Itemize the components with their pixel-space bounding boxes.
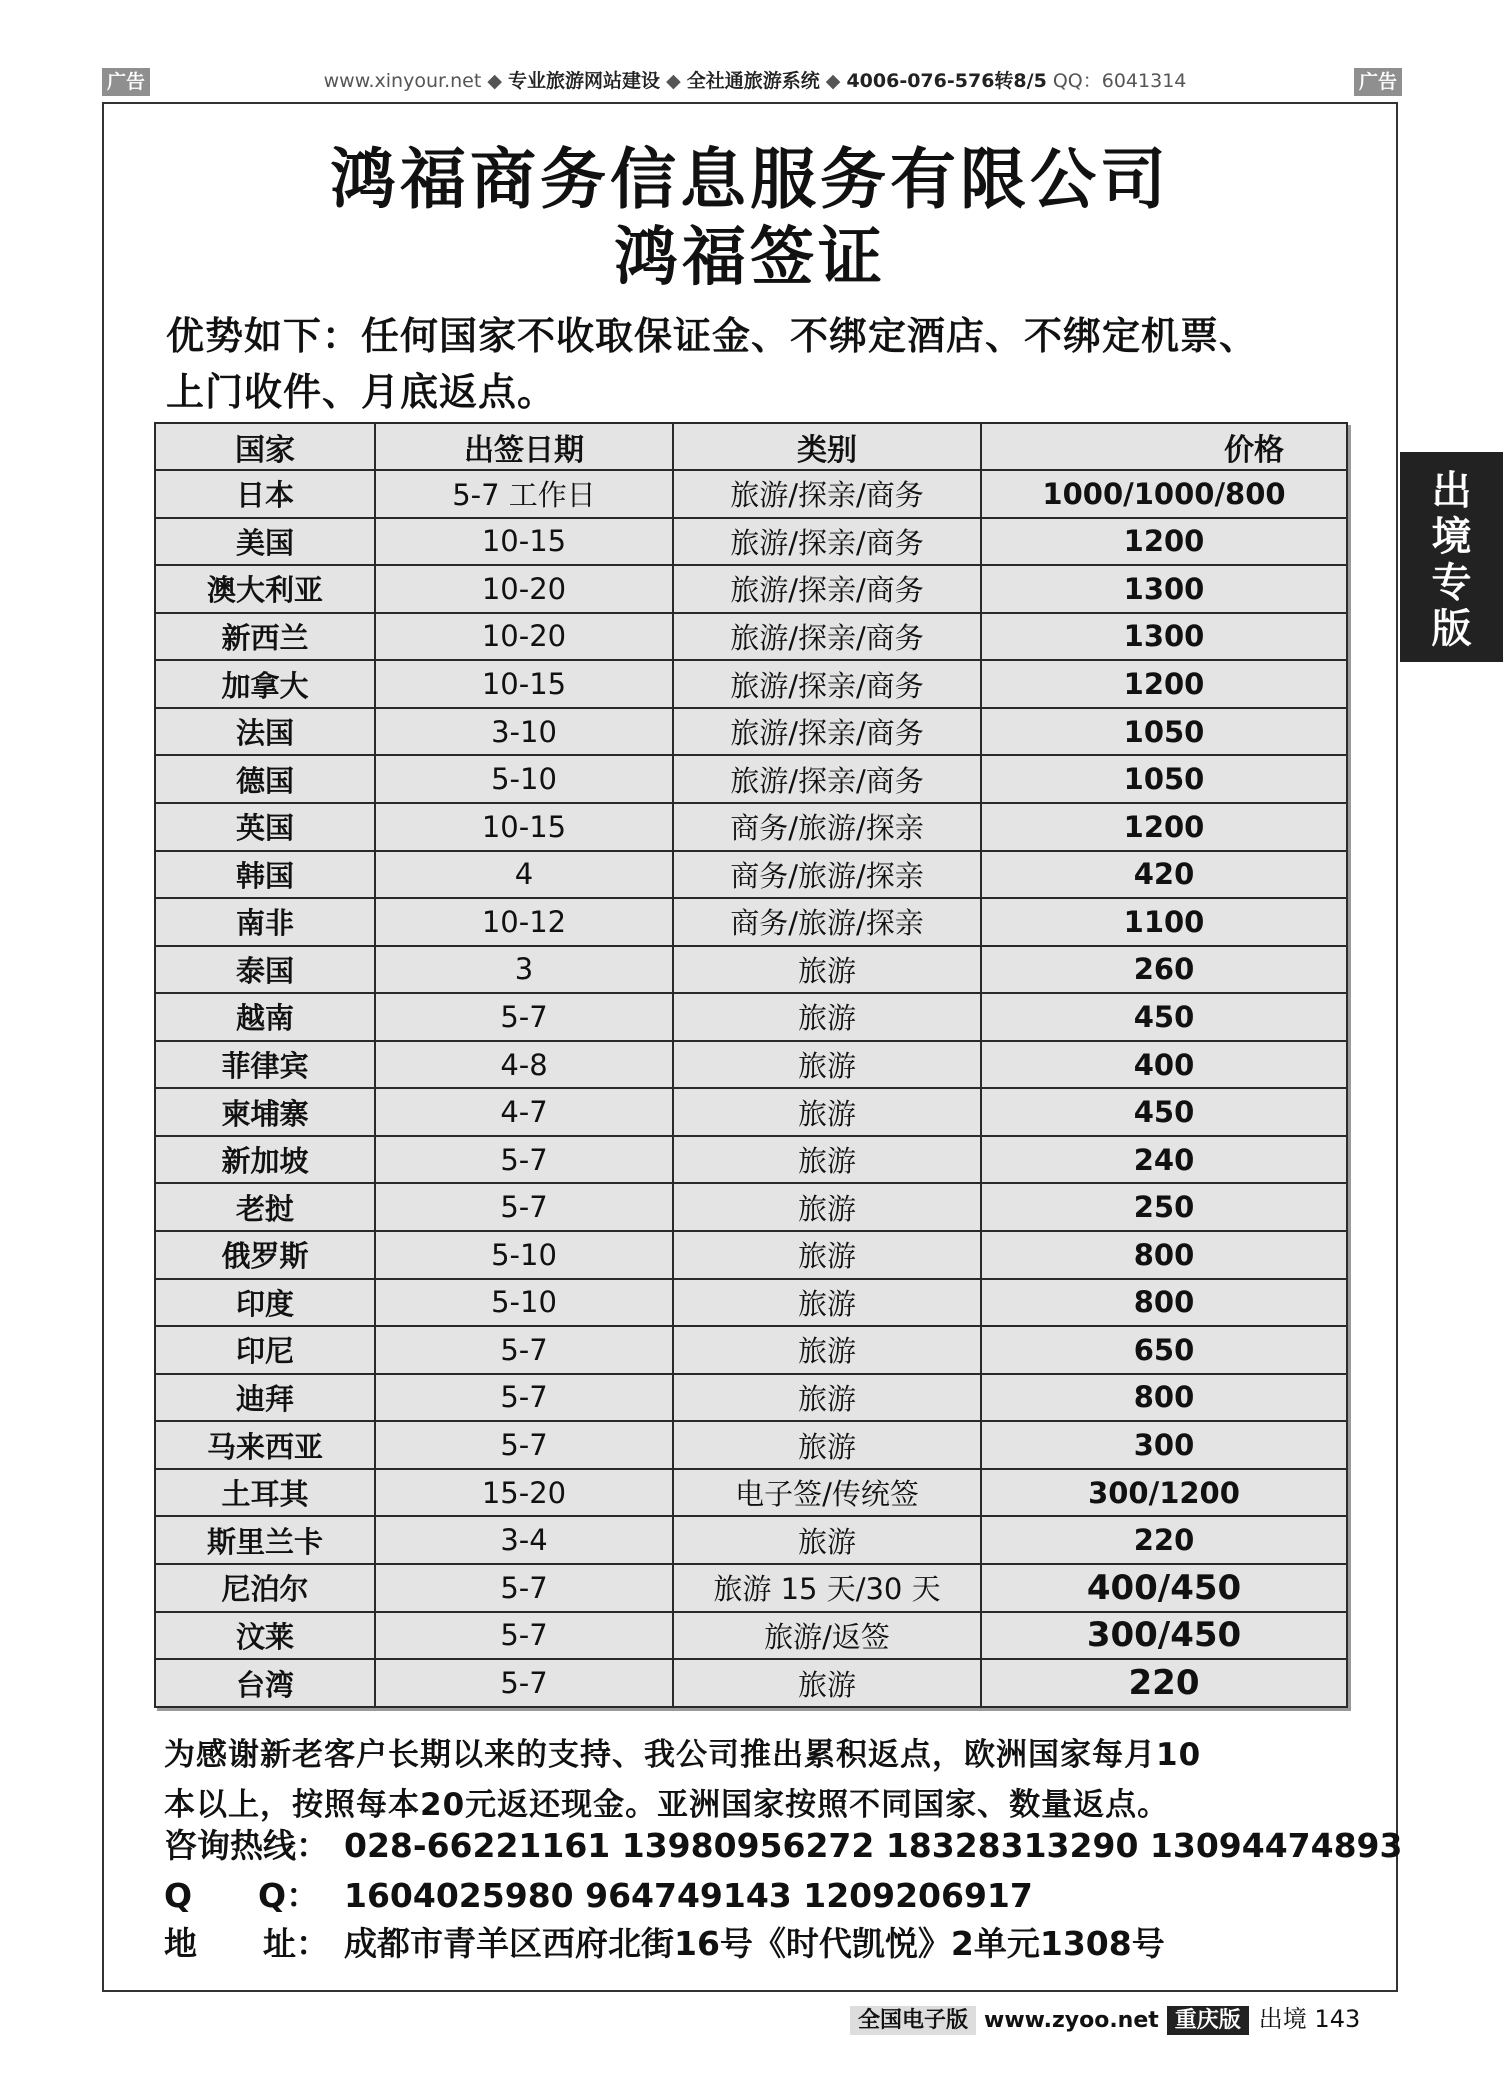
header-website-link[interactable]: www.xinyour.net xyxy=(323,70,482,92)
address-text: 成都市青羊区西府北街16号《时代凯悦》2单元1308号 xyxy=(344,1924,1165,1963)
cell-days: 5-7 xyxy=(375,1421,673,1469)
cell-country: 越南 xyxy=(155,993,375,1041)
table-row xyxy=(155,803,1347,851)
cell-days: 5-10 xyxy=(375,1231,673,1279)
hotline-row xyxy=(164,1820,1403,1867)
table-row xyxy=(155,1136,1347,1184)
cell-country: 印尼 xyxy=(155,1326,375,1374)
table-row xyxy=(155,708,1347,756)
cell-price: 800 xyxy=(981,1231,1347,1279)
cell-days: 5-7 xyxy=(375,1612,673,1660)
advantages-text xyxy=(166,308,1366,420)
header-phone: 4006-076-576转8/5 xyxy=(846,70,1047,92)
cell-country: 泰国 xyxy=(155,946,375,994)
brand-title: 鸿福签证 xyxy=(614,221,886,295)
cell-days: 5-7 xyxy=(375,1374,673,1422)
table-header-row xyxy=(155,423,1347,470)
cell-country: 英国 xyxy=(155,803,375,851)
cell-price: 300/1200 xyxy=(981,1469,1347,1517)
cell-category: 旅游 xyxy=(673,1516,981,1564)
side-tab-char: 境 xyxy=(1431,514,1472,560)
cell-country: 德国 xyxy=(155,755,375,803)
cell-country: 老挝 xyxy=(155,1183,375,1231)
table-row xyxy=(155,1374,1347,1422)
cell-country: 台湾 xyxy=(155,1659,375,1707)
table-row xyxy=(155,1088,1347,1136)
bottom-bar xyxy=(850,2000,1360,2038)
cell-days: 10-12 xyxy=(375,898,673,946)
cell-price: 1000/1000/800 xyxy=(981,470,1347,518)
hotline-numbers: 028-66221161 13980956272 18328313290 13094474893 xyxy=(344,1826,1403,1865)
header-strip xyxy=(160,66,1350,96)
cell-category: 旅游/返签 xyxy=(673,1612,981,1660)
cell-price: 1050 xyxy=(981,755,1347,803)
table-row xyxy=(155,898,1347,946)
cell-days: 4 xyxy=(375,851,673,899)
cell-category: 旅游 xyxy=(673,1374,981,1422)
cell-category: 旅游 xyxy=(673,993,981,1041)
diamond-icon: ◆ xyxy=(666,70,687,92)
cell-price: 260 xyxy=(981,946,1347,994)
cell-days: 15-20 xyxy=(375,1469,673,1517)
edition-cn: 全国电子版 xyxy=(850,2006,976,2035)
ad-label-left: 广告 xyxy=(102,68,150,96)
side-tab-char: 专 xyxy=(1431,560,1472,606)
cell-days: 5-7 xyxy=(375,1183,673,1231)
cell-days: 4-7 xyxy=(375,1088,673,1136)
header-price: 价格 xyxy=(981,423,1347,470)
table-row xyxy=(155,993,1347,1041)
cell-days: 5-10 xyxy=(375,755,673,803)
qq-numbers: 1604025980 964749143 1209206917 xyxy=(344,1876,1033,1915)
cell-days: 5-7 xyxy=(375,1326,673,1374)
cell-category: 旅游 xyxy=(673,1326,981,1374)
table-row xyxy=(155,851,1347,899)
cell-price: 1100 xyxy=(981,898,1347,946)
cell-country: 新西兰 xyxy=(155,613,375,661)
side-tab-char: 出 xyxy=(1431,468,1472,514)
cell-price: 1300 xyxy=(981,565,1347,613)
address-label: 地 址： xyxy=(164,1924,329,1963)
cell-days: 3-10 xyxy=(375,708,673,756)
cell-category: 商务/旅游/探亲 xyxy=(673,851,981,899)
cell-category: 旅游/探亲/商务 xyxy=(673,518,981,566)
table-row xyxy=(155,1041,1347,1089)
cell-price: 450 xyxy=(981,1088,1347,1136)
cell-price: 650 xyxy=(981,1326,1347,1374)
cell-category: 旅游 xyxy=(673,1231,981,1279)
cell-category: 旅游 xyxy=(673,1088,981,1136)
cell-price: 400 xyxy=(981,1041,1347,1089)
edition-city-badge: 重庆版 xyxy=(1167,2006,1249,2035)
qq-row xyxy=(164,1870,1384,1917)
company-title: 鸿福商务信息服务有限公司 xyxy=(330,141,1170,218)
cell-price: 1200 xyxy=(981,660,1347,708)
cell-days: 3 xyxy=(375,946,673,994)
table-row xyxy=(155,1183,1347,1231)
diamond-icon: ◆ xyxy=(487,70,508,92)
cell-country: 法国 xyxy=(155,708,375,756)
cell-country: 斯里兰卡 xyxy=(155,1516,375,1564)
table-row xyxy=(155,518,1347,566)
cell-price: 220 xyxy=(981,1516,1347,1564)
section-side-tab xyxy=(1400,452,1503,662)
cell-country: 迪拜 xyxy=(155,1374,375,1422)
cell-price: 1300 xyxy=(981,613,1347,661)
cell-days: 3-4 xyxy=(375,1516,673,1564)
table-row xyxy=(155,1516,1347,1564)
cell-category: 旅游/探亲/商务 xyxy=(673,660,981,708)
cell-country: 柬埔寨 xyxy=(155,1088,375,1136)
cell-country: 尼泊尔 xyxy=(155,1564,375,1612)
cell-days: 10-20 xyxy=(375,613,673,661)
cell-country: 澳大利亚 xyxy=(155,565,375,613)
cell-category: 商务/旅游/探亲 xyxy=(673,803,981,851)
table-row xyxy=(155,755,1347,803)
cell-category: 旅游/探亲/商务 xyxy=(673,565,981,613)
cell-price: 1200 xyxy=(981,518,1347,566)
table-row xyxy=(155,946,1347,994)
table-row xyxy=(155,613,1347,661)
table-row xyxy=(155,470,1347,518)
cell-country: 马来西亚 xyxy=(155,1421,375,1469)
cell-days: 5-7 工作日 xyxy=(375,470,673,518)
cell-price: 420 xyxy=(981,851,1347,899)
table-row xyxy=(155,565,1347,613)
cell-price: 1050 xyxy=(981,708,1347,756)
cell-price: 800 xyxy=(981,1374,1347,1422)
cell-country: 新加坡 xyxy=(155,1136,375,1184)
cell-country: 南非 xyxy=(155,898,375,946)
header-category: 类别 xyxy=(673,423,981,470)
cell-country: 日本 xyxy=(155,470,375,518)
cell-category: 商务/旅游/探亲 xyxy=(673,898,981,946)
cell-price: 800 xyxy=(981,1279,1347,1327)
header-qq: QQ：6041314 xyxy=(1052,70,1187,92)
table-row xyxy=(155,660,1347,708)
table-row xyxy=(155,1612,1347,1660)
section-page-number: 出境 143 xyxy=(1258,2005,1361,2033)
table-body xyxy=(155,470,1347,1707)
cell-days: 10-15 xyxy=(375,518,673,566)
cell-category: 电子签/传统签 xyxy=(673,1469,981,1517)
cell-category: 旅游 xyxy=(673,946,981,994)
cell-days: 5-7 xyxy=(375,993,673,1041)
cell-days: 5-7 xyxy=(375,1136,673,1184)
table-row xyxy=(155,1564,1347,1612)
cell-days: 5-7 xyxy=(375,1564,673,1612)
cell-category: 旅游/探亲/商务 xyxy=(673,755,981,803)
cell-category: 旅游 xyxy=(673,1659,981,1707)
table-row xyxy=(155,1659,1347,1707)
cell-category: 旅游 15 天/30 天 xyxy=(673,1564,981,1612)
cell-price: 300/450 xyxy=(981,1612,1347,1660)
bottom-url-link[interactable]: www.zyoo.net xyxy=(984,2008,1159,2033)
cell-country: 汶莱 xyxy=(155,1612,375,1660)
table-row xyxy=(155,1326,1347,1374)
cell-category: 旅游 xyxy=(673,1183,981,1231)
header-service2: 全社通旅游系统 xyxy=(686,70,820,92)
cell-category: 旅游 xyxy=(673,1421,981,1469)
cell-price: 220 xyxy=(981,1659,1347,1707)
cell-category: 旅游/探亲/商务 xyxy=(673,613,981,661)
rebate-line-2: 本以上，按照每本20元返还现金。亚洲国家按照不同国家、数量返点。 xyxy=(164,1787,1170,1823)
cell-country: 俄罗斯 xyxy=(155,1231,375,1279)
cell-country: 菲律宾 xyxy=(155,1041,375,1089)
cell-days: 10-15 xyxy=(375,660,673,708)
side-tab-char: 版 xyxy=(1431,606,1472,652)
address-row xyxy=(164,1918,1384,1965)
cell-price: 300 xyxy=(981,1421,1347,1469)
cell-category: 旅游/探亲/商务 xyxy=(673,708,981,756)
cell-country: 韩国 xyxy=(155,851,375,899)
qq-label: Q Q： xyxy=(164,1876,320,1915)
cell-category: 旅游 xyxy=(673,1136,981,1184)
cell-category: 旅游 xyxy=(673,1041,981,1089)
cell-days: 10-20 xyxy=(375,565,673,613)
cell-price: 400/450 xyxy=(981,1564,1347,1612)
advantages-line-1: 优势如下：任何国家不收取保证金、不绑定酒店、不绑定机票、 xyxy=(166,314,1259,358)
cell-country: 美国 xyxy=(155,518,375,566)
advantages-line-2: 上门收件、月底返点。 xyxy=(166,370,557,414)
ad-label-right: 广告 xyxy=(1354,68,1402,96)
cell-price: 1200 xyxy=(981,803,1347,851)
visa-price-table xyxy=(154,422,1348,1708)
rebate-line-1: 为感谢新老客户长期以来的支持、我公司推出累积返点，欧洲国家每月10 xyxy=(164,1737,1202,1773)
cell-days: 4-8 xyxy=(375,1041,673,1089)
cell-category: 旅游/探亲/商务 xyxy=(673,470,981,518)
header-days: 出签日期 xyxy=(375,423,673,470)
cell-country: 土耳其 xyxy=(155,1469,375,1517)
table-row xyxy=(155,1469,1347,1517)
table-row xyxy=(155,1231,1347,1279)
header-country: 国家 xyxy=(155,423,375,470)
table-row xyxy=(155,1279,1347,1327)
cell-days: 10-15 xyxy=(375,803,673,851)
rebate-notice xyxy=(164,1730,1364,1830)
hotline-label: 咨询热线： xyxy=(164,1826,329,1865)
cell-days: 5-10 xyxy=(375,1279,673,1327)
header-service1: 专业旅游网站建设 xyxy=(508,70,661,92)
cell-country: 加拿大 xyxy=(155,660,375,708)
cell-category: 旅游 xyxy=(673,1279,981,1327)
cell-country: 印度 xyxy=(155,1279,375,1327)
cell-price: 240 xyxy=(981,1136,1347,1184)
cell-price: 450 xyxy=(981,993,1347,1041)
cell-price: 250 xyxy=(981,1183,1347,1231)
cell-days: 5-7 xyxy=(375,1659,673,1707)
table-row xyxy=(155,1421,1347,1469)
diamond-icon: ◆ xyxy=(825,70,847,92)
